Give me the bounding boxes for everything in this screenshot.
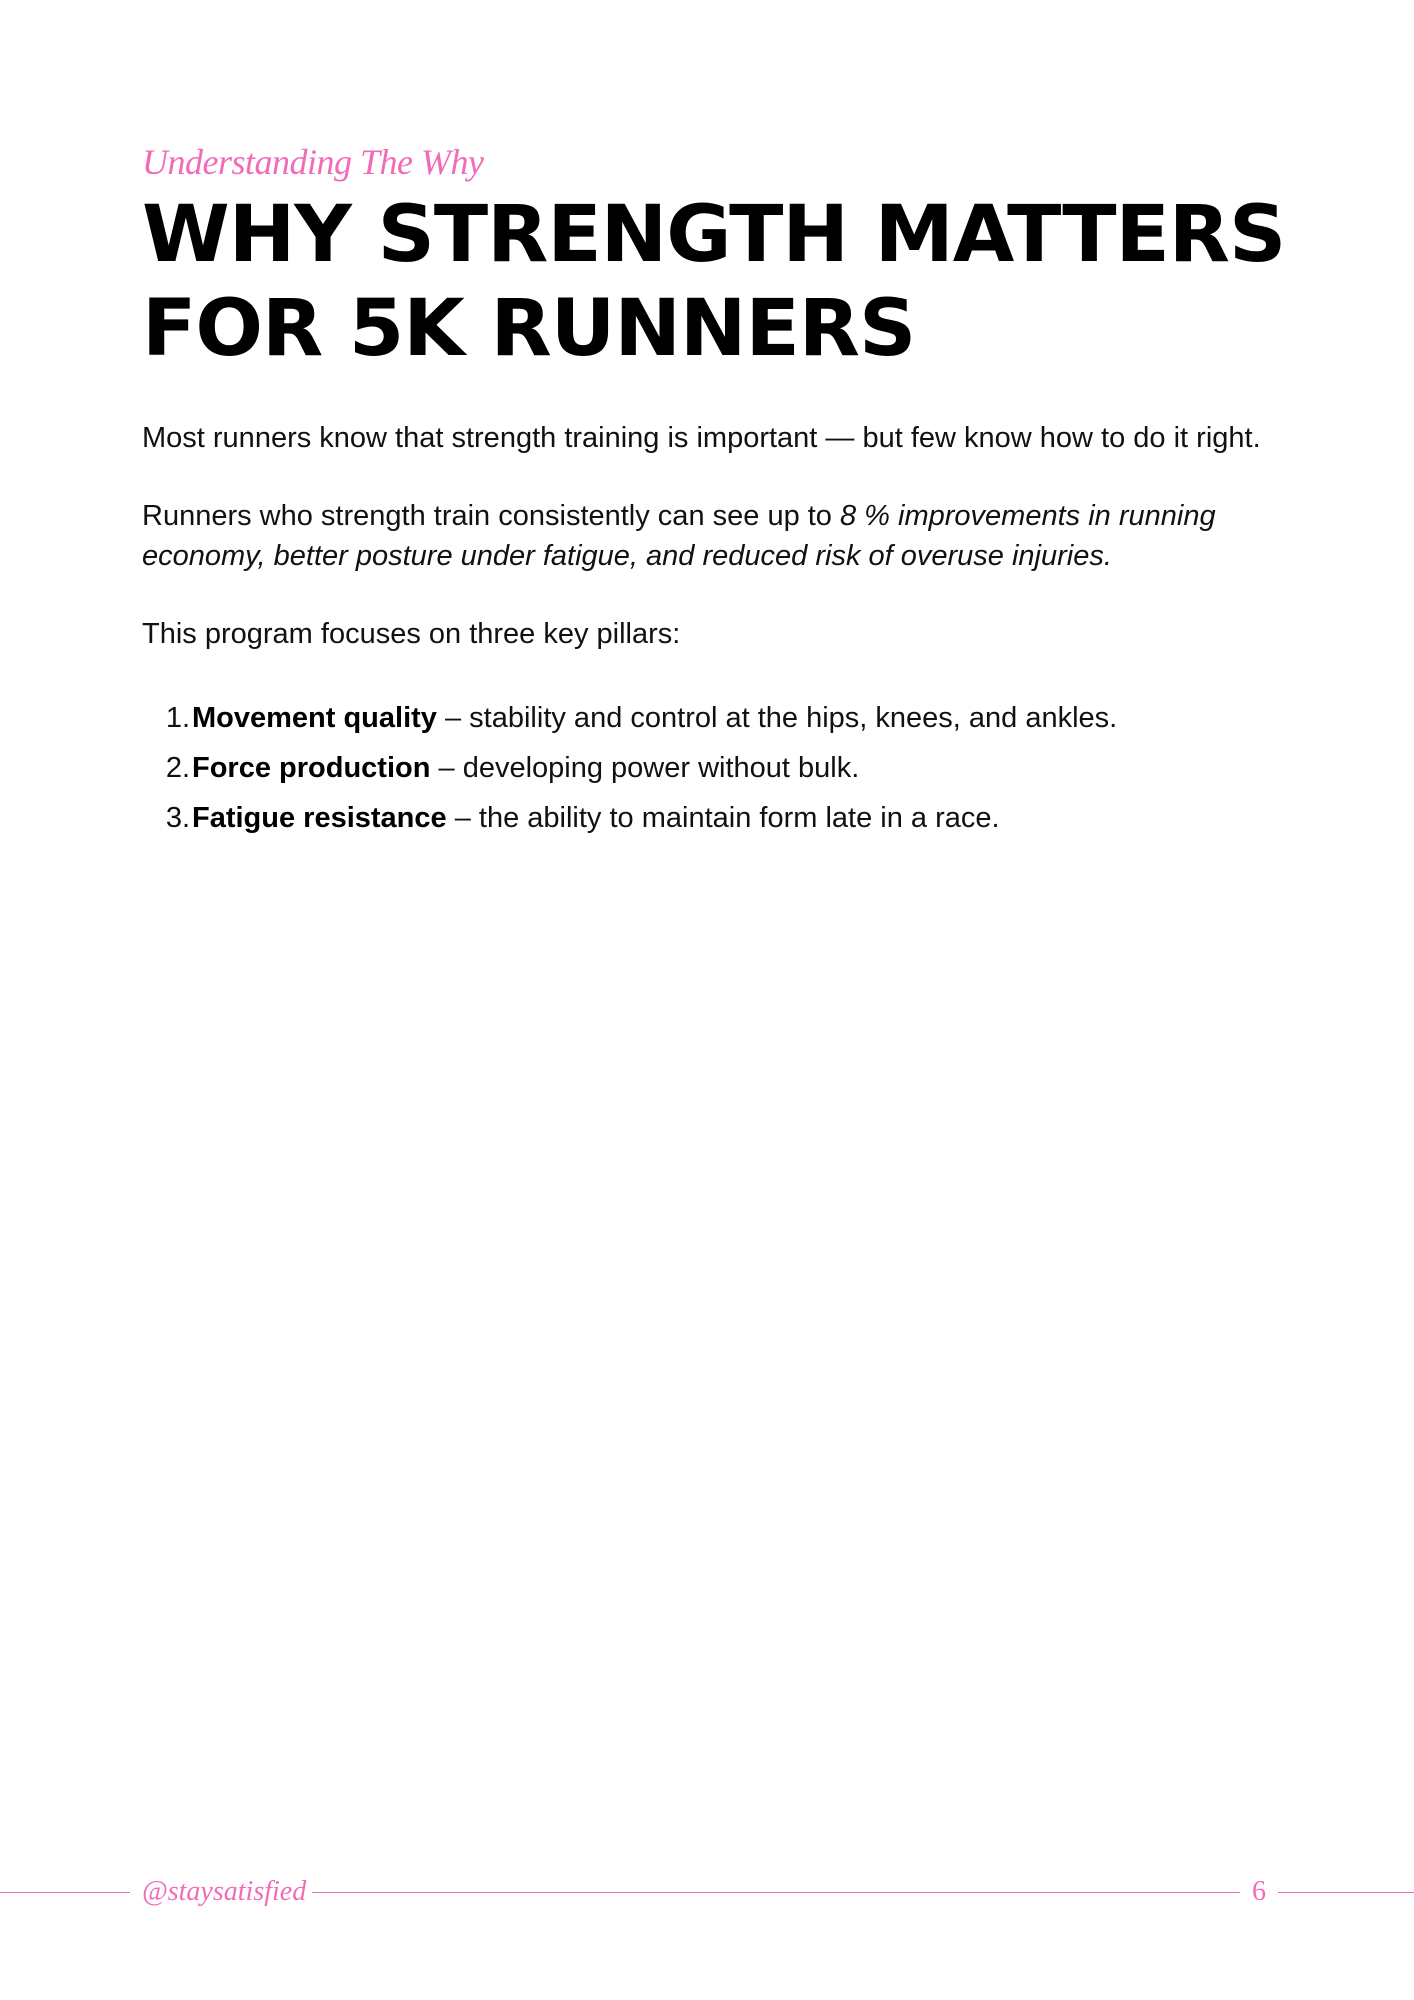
pillars-intro: This program focuses on three key pillars: — [142, 618, 681, 650]
pillar-number: 3. — [165, 802, 190, 834]
pillar-text — [192, 748, 859, 788]
page-title — [142, 188, 1305, 376]
pillar-description: – the ability to maintain form late in a race. — [446, 802, 1000, 834]
footer-rule-right — [1278, 1892, 1414, 1893]
intro-paragraph: Most runners know that strength training is important — but few know how to do it right. — [142, 422, 1261, 454]
pillar-number: 1. — [165, 702, 190, 734]
page-title-line-1: WHY STRENGTH MATTERS — [142, 190, 1286, 280]
pillar-term: Force production — [192, 752, 431, 784]
footer-rule-left — [0, 1892, 130, 1893]
pillar-item — [142, 798, 1282, 838]
footer-rule-middle — [312, 1892, 1240, 1893]
pillar-description: – developing power without bulk. — [430, 752, 860, 784]
pillar-number: 2. — [165, 752, 190, 784]
pillar-description: – stability and control at the hips, knees, and ankles. — [436, 702, 1118, 734]
footer-handle: @staysatisfied — [142, 1876, 307, 1907]
pillars-list — [142, 698, 1282, 838]
pillar-item — [142, 698, 1282, 738]
pillar-text — [192, 698, 1117, 738]
section-eyebrow: Understanding The Why — [142, 142, 484, 182]
page-footer — [0, 1872, 1414, 1912]
benefits-text: Runners who strength train consistently can see up to — [142, 500, 840, 532]
pillar-text — [192, 798, 1000, 838]
page-content — [142, 140, 1286, 848]
benefits-emphasis: 8 % improvements in running economy, better posture under fatigue, and reduced risk of overuse injuries. — [142, 500, 1216, 572]
page-number: 6 — [1252, 1876, 1266, 1907]
pillar-item — [142, 748, 1282, 788]
pillar-term: Movement quality — [192, 702, 437, 734]
pillar-term: Fatigue resistance — [192, 802, 447, 834]
page-title-line-2: FOR 5K RUNNERS — [142, 284, 916, 374]
benefits-paragraph — [142, 496, 1282, 576]
